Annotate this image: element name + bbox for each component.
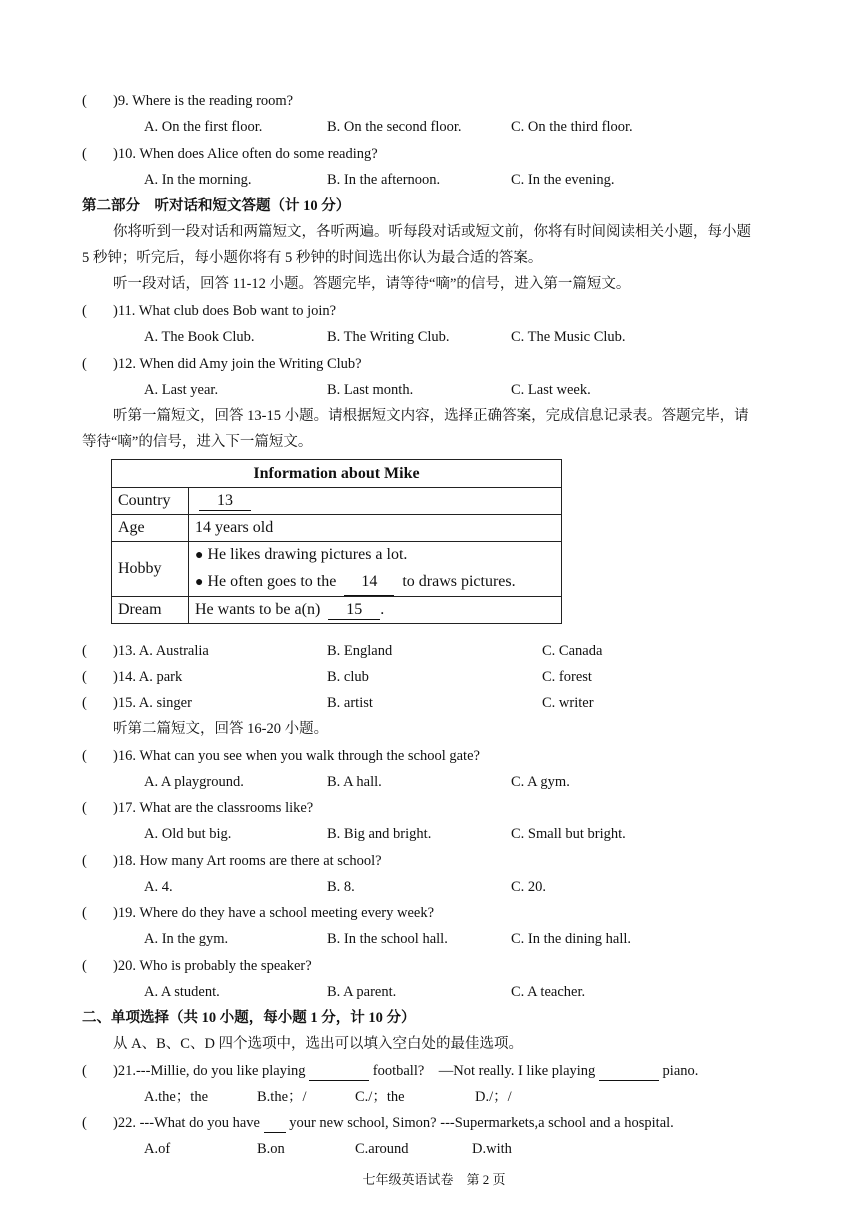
question-17-stem: )17. What are the classrooms like?: [113, 800, 314, 816]
dream-pre: He wants to be a(n): [195, 600, 321, 618]
question-18-option-c: C. 20.: [511, 879, 547, 895]
section2-title: 二、单项选择（共 10 小题，每小题 1 分，计 10 分）: [82, 1010, 416, 1026]
question-16-option-b: B. A hall.: [327, 774, 382, 790]
passage2-intro: 听第二篇短文，回答 16-20 小题。: [113, 721, 329, 737]
question-18-stem: )18. How many Art rooms are there at school?: [113, 853, 382, 869]
question-22-option-b: B.on: [257, 1141, 285, 1157]
answer-paren: (: [82, 303, 87, 319]
question-13-option-b: B. England: [327, 643, 393, 659]
dream-label: Dream: [112, 597, 189, 624]
hobby-label: Hobby: [112, 542, 189, 597]
answer-paren: (: [82, 93, 87, 109]
answer-paren: (: [82, 356, 87, 372]
question-21-option-b: B.the；/: [257, 1089, 307, 1105]
question-13-stem: )13. A. Australia: [113, 643, 209, 659]
question-21-option-d: D./；/: [475, 1089, 512, 1105]
question-19-option-a: A. In the gym.: [144, 931, 229, 947]
question-9-option-a: A. On the first floor.: [144, 119, 263, 135]
question-21-stem-mid: football? —Not really. I like playing: [372, 1063, 596, 1079]
dream-post: .: [380, 600, 385, 618]
hobby-line2-pre: He often goes to the: [207, 573, 337, 590]
question-9-option-c: C. On the third floor.: [511, 119, 633, 135]
age-label: Age: [112, 515, 189, 542]
answer-paren: (: [82, 748, 87, 764]
question-19-option-c: C. In the dining hall.: [511, 931, 632, 947]
part2-intro-line1: 你将听到一段对话和两篇短文，各听两遍。听每段对话或短文前，你将有时间阅读相关小题，每小题: [113, 224, 751, 240]
question-20-stem: )20. Who is probably the speaker?: [113, 958, 312, 974]
question-14-option-c: C. forest: [542, 669, 592, 685]
question-15-option-c: C. writer: [542, 695, 594, 711]
section2-intro: 从 A、B、C、D 四个选项中，选出可以填入空白处的最佳选项。: [113, 1036, 524, 1052]
question-16-option-a: A. A playground.: [144, 774, 244, 790]
blank-15: 15: [328, 601, 380, 620]
answer-paren: (: [82, 669, 87, 685]
question-17-option-b: B. Big and bright.: [327, 826, 432, 842]
question-19-option-b: B. In the school hall.: [327, 931, 448, 947]
answer-paren: (: [82, 146, 87, 162]
dream-cell: [189, 597, 562, 624]
question-12-option-a: A. Last year.: [144, 382, 219, 398]
answer-paren: (: [82, 958, 87, 974]
question-11-option-c: C. The Music Club.: [511, 329, 626, 345]
question-17-option-a: A. Old but big.: [144, 826, 232, 842]
question-9-stem: )9. Where is the reading room?: [113, 93, 294, 109]
bullet-icon: ●: [195, 575, 204, 590]
question-18-option-a: A. 4.: [144, 879, 173, 895]
question-22-option-c: C.around: [355, 1141, 409, 1157]
country-label: Country: [112, 488, 189, 515]
question-10-option-b: B. In the afternoon.: [327, 172, 441, 188]
page-footer: 七年级英语试卷 第 2 页: [362, 1172, 506, 1187]
question-17-option-c: C. Small but bright.: [511, 826, 626, 842]
answer-paren: (: [82, 1115, 87, 1131]
part2-title: 第二部分 听对话和短文答题（计 10 分）: [82, 198, 351, 214]
question-10-option-a: A. In the morning.: [144, 172, 252, 188]
question-21-stem: [113, 1062, 698, 1081]
answer-paren: (: [82, 1063, 87, 1079]
question-10-option-c: C. In the evening.: [511, 172, 615, 188]
bullet-icon: ●: [195, 548, 204, 563]
blank-14: 14: [344, 569, 394, 596]
question-21-stem-pre: )21.---Millie, do you like playing: [113, 1063, 306, 1079]
answer-paren: (: [82, 695, 87, 711]
question-15-stem: )15. A. singer: [113, 695, 192, 711]
info-table: [111, 459, 562, 624]
question-12-stem: )12. When did Amy join the Writing Club?: [113, 356, 362, 372]
question-14-stem: )14. A. park: [113, 669, 183, 685]
passage1-intro-line1: 听第一篇短文，回答 13-15 小题。请根据短文内容，选择正确答案，完成信息记录表。答题完毕，请: [113, 408, 749, 424]
question-21-option-a: A.the；the: [144, 1089, 209, 1105]
answer-paren: (: [82, 905, 87, 921]
hobby-line2-post: to draws pictures.: [402, 573, 516, 590]
question-14-option-b: B. club: [327, 669, 369, 685]
question-16-stem: )16. What can you see when you walk through the school gate?: [113, 748, 480, 764]
question-22-stem-pre: )22. ---What do you have: [113, 1115, 260, 1131]
question-19-stem: )19. Where do they have a school meeting every week?: [113, 905, 435, 921]
question-21-option-c: C./；the: [355, 1089, 405, 1105]
question-11-stem: )11. What club does Bob want to join?: [113, 303, 337, 319]
hobby-line1: He likes drawing pictures a lot.: [207, 546, 408, 563]
question-22-option-d: D.with: [472, 1141, 512, 1157]
question-12-option-c: C. Last week.: [511, 382, 591, 398]
question-10-stem: )10. When does Alice often do some reading?: [113, 146, 378, 162]
passage1-intro-line2: 等待“嘀”的信号，进入下一篇短文。: [82, 434, 313, 450]
dialog-intro: 听一段对话，回答 11-12 小题。答题完毕，请等待“嘀”的信号，进入第一篇短文。: [113, 276, 631, 292]
question-20-option-b: B. A parent.: [327, 984, 397, 1000]
blank-line: [264, 1114, 286, 1133]
question-20-option-a: A. A student.: [144, 984, 220, 1000]
question-11-option-b: B. The Writing Club.: [327, 329, 450, 345]
question-21-stem-post: piano.: [662, 1063, 699, 1079]
question-15-option-b: B. artist: [327, 695, 373, 711]
part2-intro-line2: 5 秒钟；听完后，每小题你将有 5 秒钟的时间选出你认为最合适的答案。: [82, 250, 543, 266]
answer-paren: (: [82, 853, 87, 869]
question-16-option-c: C. A gym.: [511, 774, 570, 790]
question-22-stem: [113, 1114, 674, 1133]
blank-line: [309, 1062, 369, 1081]
question-18-option-b: B. 8.: [327, 879, 355, 895]
answer-paren: (: [82, 643, 87, 659]
question-9-option-b: B. On the second floor.: [327, 119, 462, 135]
question-12-option-b: B. Last month.: [327, 382, 414, 398]
question-22-stem-post: your new school, Simon? ---Supermarkets,a school and a hospital.: [289, 1115, 674, 1131]
question-13-option-c: C. Canada: [542, 643, 603, 659]
answer-paren: (: [82, 800, 87, 816]
question-20-option-c: C. A teacher.: [511, 984, 586, 1000]
age-value: 14 years old: [189, 515, 562, 542]
country-cell: [189, 488, 562, 515]
blank-13: 13: [199, 492, 251, 511]
question-22-option-a: A.of: [144, 1141, 171, 1157]
info-table-title: Information about Mike: [112, 460, 562, 488]
hobby-cell: [189, 542, 562, 597]
question-11-option-a: A. The Book Club.: [144, 329, 255, 345]
blank-line: [599, 1062, 659, 1081]
